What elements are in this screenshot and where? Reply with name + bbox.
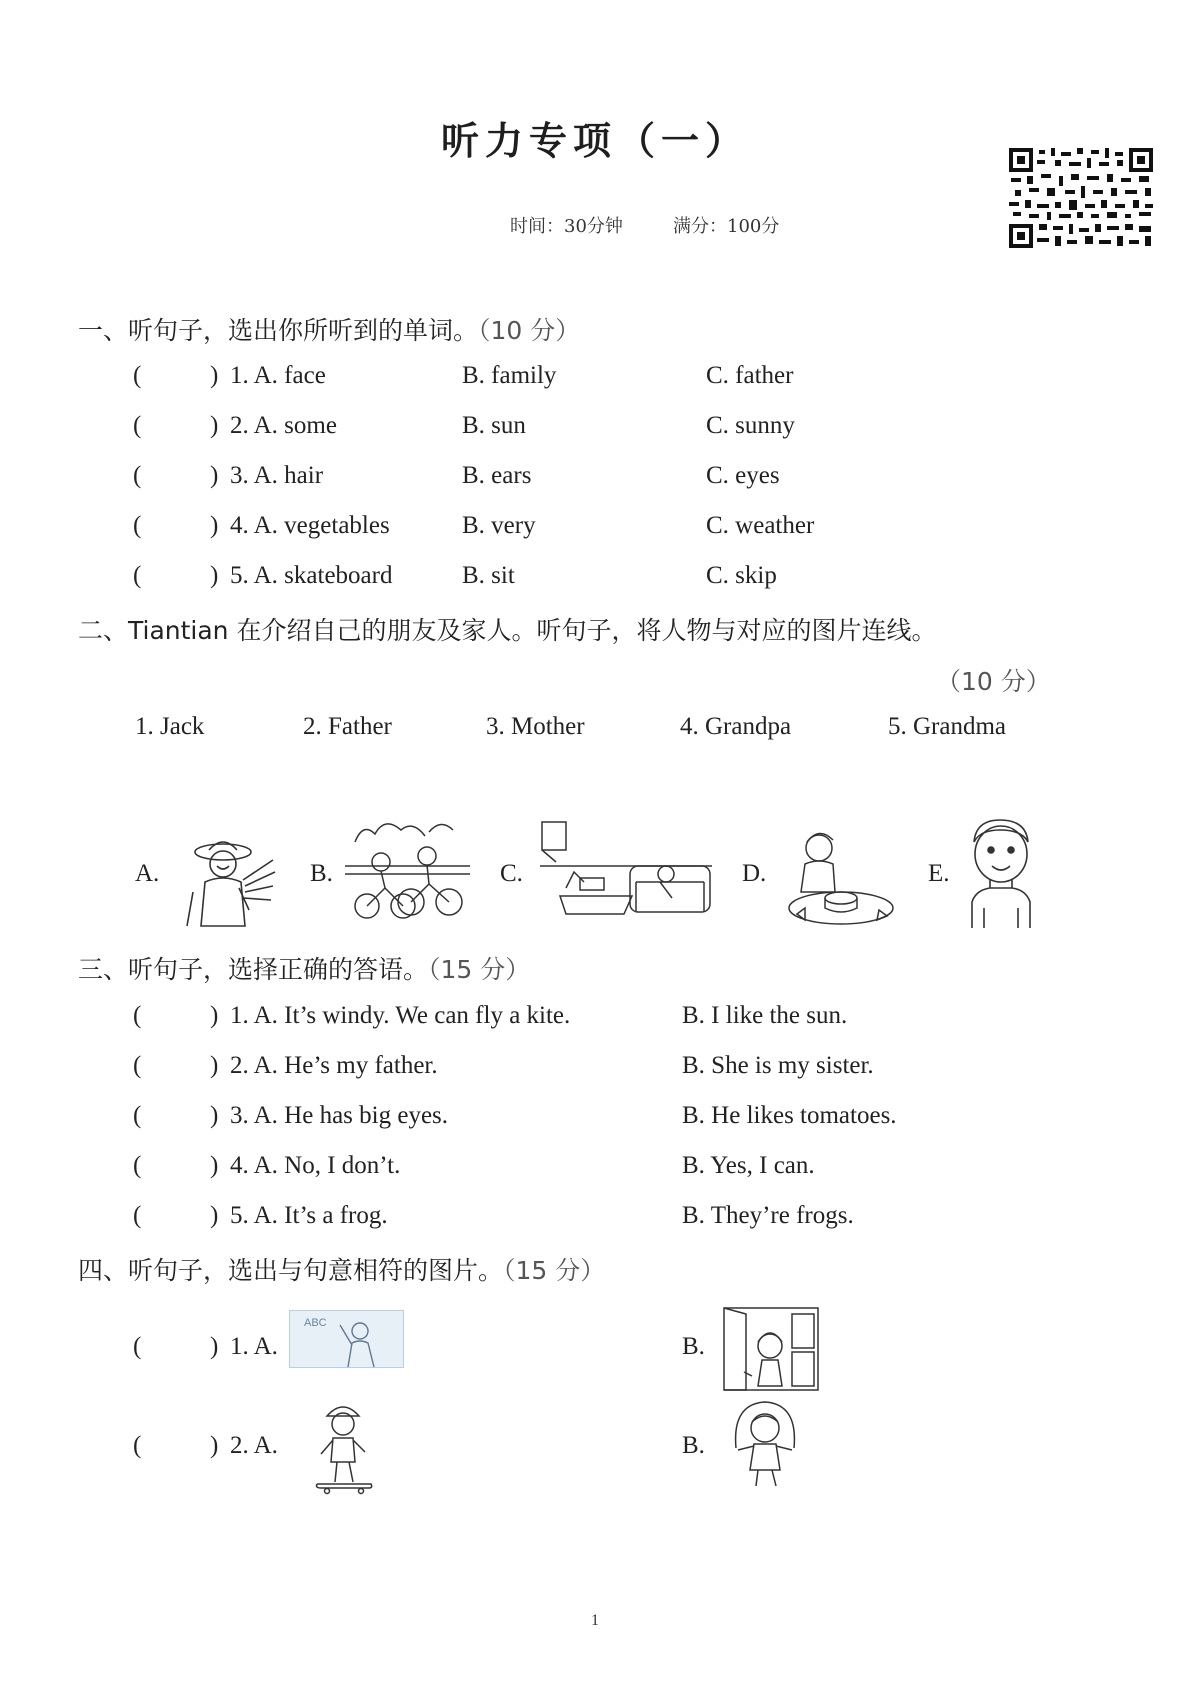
teacher-at-blackboard	[289, 1310, 404, 1368]
section2-heading: 二、Tiantian 在介绍自己的朋友及家人。听句子，将人物与对应的图片连线。	[78, 616, 937, 645]
option-b: B. family	[462, 362, 557, 389]
option-b: B. They’re frogs.	[682, 1202, 854, 1229]
page-title: 听力专项（一）	[440, 118, 749, 163]
answer-blank-open[interactable]: (	[133, 1202, 142, 1229]
girl-skipping-rope	[728, 1398, 802, 1490]
answer-blank-close: )	[210, 1052, 219, 1079]
living-room-scene	[540, 822, 712, 922]
answer-blank-open[interactable]: (	[133, 1002, 142, 1029]
section4-points: （15 分）	[503, 1256, 606, 1285]
teacher-figure-icon	[290, 1311, 403, 1367]
option-b: B.	[682, 1333, 705, 1360]
blackboard-text: ABC	[304, 1317, 327, 1329]
option-a: 5. A. It’s a frog.	[230, 1202, 388, 1229]
option-c: C. sunny	[706, 412, 795, 439]
option-a: 4. A. No, I don’t.	[230, 1152, 401, 1179]
answer-blank-open[interactable]: (	[133, 1052, 142, 1079]
option-a: 5. A. skateboard	[230, 562, 393, 589]
boy-portrait	[964, 818, 1038, 930]
answer-blank-open[interactable]: (	[133, 462, 142, 489]
exam-time: 时间：30分钟	[510, 216, 623, 237]
answer-blank-close: )	[210, 1333, 219, 1360]
option-a: 1. A. face	[230, 362, 326, 389]
answer-blank-close: )	[210, 1202, 219, 1229]
option-a: 3. A. He has big eyes.	[230, 1102, 449, 1129]
answer-blank-close: )	[210, 1152, 219, 1179]
answer-blank-open[interactable]: (	[133, 1333, 142, 1360]
page-number: 1	[591, 1612, 599, 1629]
answer-blank-open[interactable]: (	[133, 512, 142, 539]
option-a: 2. A. He’s my father.	[230, 1052, 438, 1079]
answer-blank-close: )	[210, 362, 219, 389]
section2-points: （10 分）	[936, 667, 1051, 696]
answer-blank-open[interactable]: (	[133, 1102, 142, 1129]
person-label: 5. Grandma	[888, 713, 1007, 740]
section3-heading	[78, 950, 530, 986]
option-b: B. ears	[462, 462, 532, 489]
person-label: 4. Grandpa	[680, 713, 792, 740]
option-c: C. eyes	[706, 462, 780, 489]
woman-with-cake	[787, 828, 894, 926]
answer-blank-open[interactable]: (	[133, 412, 142, 439]
section3-points: （15 分）	[428, 955, 531, 984]
boy-on-skateboard	[313, 1400, 375, 1494]
option-b: B. very	[462, 512, 536, 539]
option-a: 4. A. vegetables	[230, 512, 390, 539]
person-label: 3. Mother	[486, 713, 585, 740]
section4-title: 四、听句子，选出与句意相符的图片。	[78, 1256, 504, 1285]
girl-opening-window	[722, 1306, 820, 1392]
option-b: B. I like the sun.	[682, 1002, 848, 1029]
answer-blank-close: )	[210, 412, 219, 439]
option-b: B. sun	[462, 412, 526, 439]
option-a: 2. A.	[230, 1432, 278, 1459]
option-b: B. He likes tomatoes.	[682, 1102, 897, 1129]
option-a: 1. A. It’s windy. We can fly a kite.	[230, 1002, 571, 1029]
option-a: 2. A. some	[230, 412, 337, 439]
qr-code-icon	[1007, 146, 1155, 250]
exam-score: 满分：100分	[673, 216, 780, 237]
answer-blank-open[interactable]: (	[133, 1432, 142, 1459]
option-c: C. skip	[706, 562, 777, 589]
option-a: 3. A. hair	[230, 462, 324, 489]
answer-blank-close: )	[210, 1102, 219, 1129]
picture-label: E.	[928, 860, 950, 887]
option-b: B. She is my sister.	[682, 1052, 874, 1079]
option-b: B. Yes, I can.	[682, 1152, 815, 1179]
picture-label: C.	[500, 860, 523, 887]
answer-blank-open[interactable]: (	[133, 362, 142, 389]
farmer-with-wheat	[183, 830, 279, 928]
answer-blank-close: )	[210, 1002, 219, 1029]
picture-label: A.	[135, 860, 160, 887]
section4-heading	[78, 1251, 605, 1287]
option-a: 1. A.	[230, 1333, 278, 1360]
picture-label: D.	[742, 860, 767, 887]
person-label: 1. Jack	[135, 713, 205, 740]
section1-title: 一、听句子，选出你所听到的单词。	[78, 316, 479, 345]
section1-points: （10 分）	[478, 316, 581, 345]
picture-label: B.	[310, 860, 333, 887]
answer-blank-close: )	[210, 462, 219, 489]
section3-title: 三、听句子，选择正确的答语。	[78, 955, 429, 984]
option-c: C. weather	[706, 512, 815, 539]
kids-riding-bikes	[345, 812, 470, 920]
answer-blank-open[interactable]: (	[133, 562, 142, 589]
option-b: B. sit	[462, 562, 515, 589]
section1-heading	[78, 311, 580, 347]
answer-blank-close: )	[210, 512, 219, 539]
answer-blank-open[interactable]: (	[133, 1152, 142, 1179]
answer-blank-close: )	[210, 1432, 219, 1459]
person-label: 2. Father	[303, 713, 392, 740]
option-b: B.	[682, 1432, 705, 1459]
option-c: C. father	[706, 362, 794, 389]
answer-blank-close: )	[210, 562, 219, 589]
